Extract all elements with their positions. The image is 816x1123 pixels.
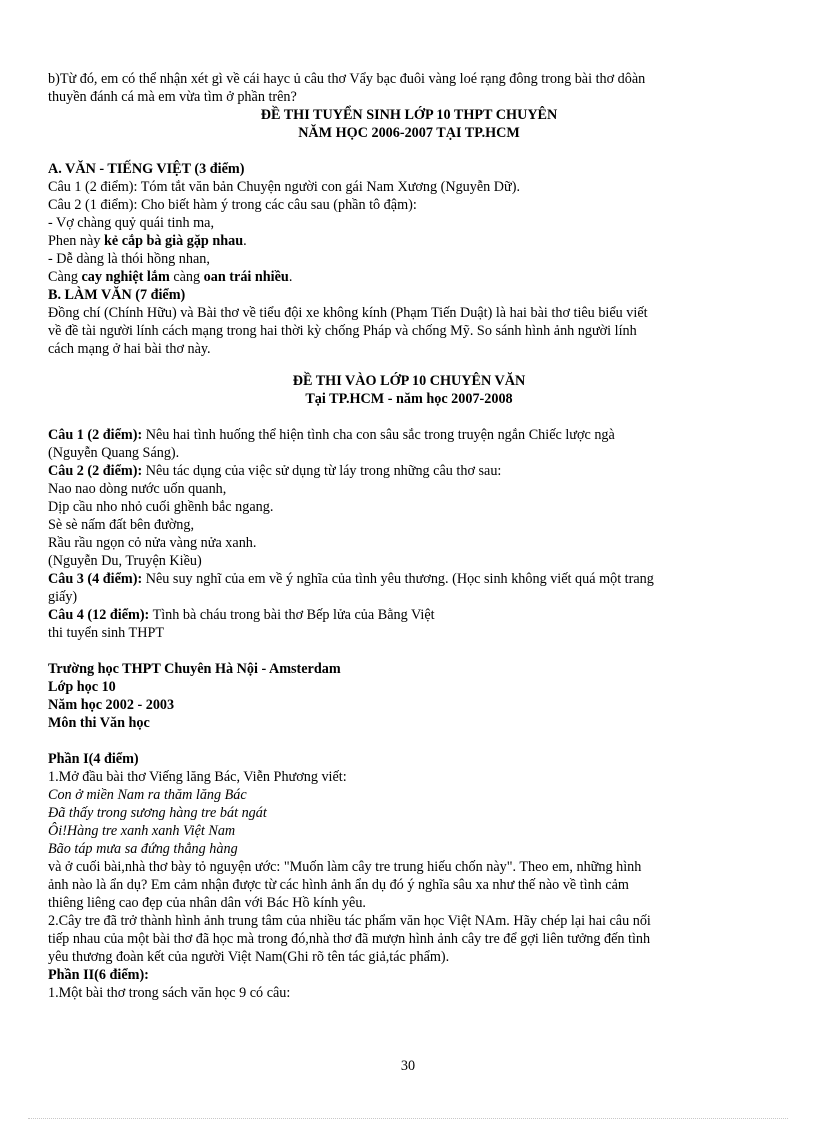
question-text: Nêu tác dụng của việc sử dụng từ láy trong những câu thơ sau:: [142, 463, 502, 479]
exam1-question-2: Câu 2 (1 điểm): Cho biết hàm ý trong các câu sau (phần tô đậm):: [48, 197, 417, 213]
exam3-part1-intro: 1.Mở đầu bài thơ Viếng lăng Bác, Viễn Phương viết:: [48, 769, 347, 785]
intro-line-1: b)Từ đó, em có thể nhận xét gì về cái hayc ủ câu thơ Vẩy bạc đuôi vàng loé rạng đông trong bài thơ dôàn: [48, 71, 646, 87]
question-label: Câu 2 (2 điểm):: [48, 463, 143, 479]
exam1-title-2: NĂM HỌC 2006-2007 TẠI TP.HCM: [298, 125, 520, 141]
exam3-part1-line-b: ảnh nào là ẩn dụ? Em cảm nhận được từ các hình ảnh ẩn dụ đó ý nghĩa sâu xa như thế nào về tình cảm: [48, 877, 629, 893]
intro-line-2: thuyền đánh cá mà em vừa tìm ở phần trên?: [48, 89, 297, 105]
exam3-verse-2: Đã thấy trong sương hàng tre bát ngát: [48, 805, 267, 821]
exam3-part1-q2-line-a: 2.Cây tre đã trở thành hình ảnh trung tâm của nhiều tác phẩm văn học Việt NAm. Hãy chép lại hai câu nối: [48, 913, 651, 929]
exam2-question-3-line-1: [48, 570, 770, 588]
poem-highlight: oan trái nhiều: [203, 269, 289, 285]
exam3-part1-line-a: và ở cuối bài,nhà thơ bày tỏ nguyện ước: "Muốn làm cây tre trung hiếu chốn này". Theo em, những hình: [48, 859, 642, 875]
exam3-part-1: Phần I(4 điểm): [48, 751, 139, 767]
exam3-verse-1: Con ở miền Nam ra thăm lăng Bác: [48, 787, 247, 803]
exam1-essay-line-2: về đề tài người lính cách mạng trong hai thời kỳ chống Pháp và chống Mỹ. So sánh hình ảnh người lính: [48, 323, 637, 339]
poem-highlight: kẻ cắp bà già gặp nhau: [103, 233, 244, 249]
question-text: Nêu hai tình huống thể hiện tình cha con sâu sắc trong truyện ngắn Chiếc lược ngà: [142, 427, 615, 443]
poem-highlight: cay nghiệt lắm: [81, 269, 170, 285]
exam1-poem-line-1: - Vợ chàng quỷ quái tinh ma,: [48, 215, 215, 231]
exam2-question-1-line-1: [48, 426, 770, 444]
exam2-question-4: [48, 606, 770, 624]
exam3-verse-4: Bão táp mưa sa đứng thẳng hàng: [48, 841, 238, 857]
poem-text: Càng: [48, 269, 82, 285]
exam2-poem-line-1: Nao nao dòng nước uốn quanh,: [48, 481, 227, 497]
exam3-part1-q2-line-c: yêu thương đoàn kết của người Việt Nam(Ghi rõ tên tác giả,tác phẩm).: [48, 949, 450, 965]
page-number: 30: [400, 1058, 416, 1074]
exam2-poem-line-3: Sè sè nấm đất bên đường,: [48, 517, 195, 533]
exam2-question-1-line-2: (Nguyễn Quang Sáng).: [48, 445, 180, 461]
poem-text: .: [288, 269, 293, 285]
exam2-title-1: ĐỀ THI VÀO LỚP 10 CHUYÊN VĂN: [292, 373, 526, 389]
exam1-poem-line-3: - Dễ dàng là thói hồng nhan,: [48, 251, 210, 267]
exam2-poem-source: (Nguyễn Du, Truyện Kiều): [48, 553, 202, 569]
exam3-part1-line-c: thiêng liêng cao đẹp của nhân dân với Bác Hồ kính yêu.: [48, 895, 366, 911]
exam3-grade: Lớp học 10: [48, 679, 116, 695]
exam3-part-2: Phần II(6 điểm):: [48, 967, 149, 983]
exam2-tail: thi tuyển sinh THPT: [48, 625, 165, 641]
exam1-poem-line-4: [48, 268, 770, 286]
page-bottom-divider: [28, 1118, 788, 1119]
exam3-year: Năm học 2002 - 2003: [48, 697, 175, 713]
exam1-section-b: B. LÀM VĂN (7 điểm): [48, 287, 186, 303]
question-text: Tình bà cháu trong bài thơ Bếp lửa của Bằng Việt: [149, 607, 435, 623]
exam1-section-a: A. VĂN - TIẾNG VIỆT (3 điểm): [48, 161, 245, 177]
exam3-school: Trường học THPT Chuyên Hà Nội - Amsterdam: [48, 661, 341, 677]
exam1-question-1: Câu 1 (2 điểm): Tóm tắt văn bản Chuyện người con gái Nam Xương (Nguyễn Dữ).: [48, 179, 521, 195]
exam1-essay-line-1: Đồng chí (Chính Hữu) và Bài thơ về tiểu đội xe không kính (Phạm Tiến Duật) là hai bài thơ tiêu biểu viết: [48, 305, 648, 321]
question-label: Câu 4 (12 điểm):: [48, 607, 150, 623]
exam2-title-2: Tại TP.HCM - năm học 2007-2008: [305, 391, 513, 407]
exam2-question-3-line-2: giấy): [48, 589, 78, 605]
question-label: Câu 1 (2 điểm):: [48, 427, 143, 443]
exam3-part2-line: 1.Một bài thơ trong sách văn học 9 có câu:: [48, 985, 291, 1001]
exam1-essay-line-3: cách mạng ở hai bài thơ này.: [48, 341, 211, 357]
exam2-poem-line-2: Dịp cầu nho nhỏ cuối ghềnh bắc ngang.: [48, 499, 274, 515]
exam3-verse-3: Ôi!Hàng tre xanh xanh Việt Nam: [48, 823, 236, 839]
exam1-poem-line-2: [48, 232, 770, 250]
poem-text: càng: [169, 269, 204, 285]
document-body: [48, 70, 770, 1002]
exam3-subject: Môn thi Văn học: [48, 715, 150, 731]
exam3-part1-q2-line-b: tiếp nhau của một bài thơ đã học mà trong đó,nhà thơ đã mượn hình ảnh cây tre để gợi liên tưởng đến tình: [48, 931, 651, 947]
question-label: Câu 3 (4 điểm):: [48, 571, 143, 587]
exam1-title-1: ĐỀ THI TUYỂN SINH LỚP 10 THPT CHUYÊN: [260, 107, 558, 123]
exam2-poem-line-4: Rầu rầu ngọn cỏ nửa vàng nửa xanh.: [48, 535, 257, 551]
poem-text: Phen này: [48, 233, 104, 249]
poem-text: .: [243, 233, 247, 249]
exam2-question-2: [48, 462, 770, 480]
question-text: Nêu suy nghĩ của em về ý nghĩa của tình yêu thương. (Học sinh không viết quá một trang: [142, 571, 654, 587]
